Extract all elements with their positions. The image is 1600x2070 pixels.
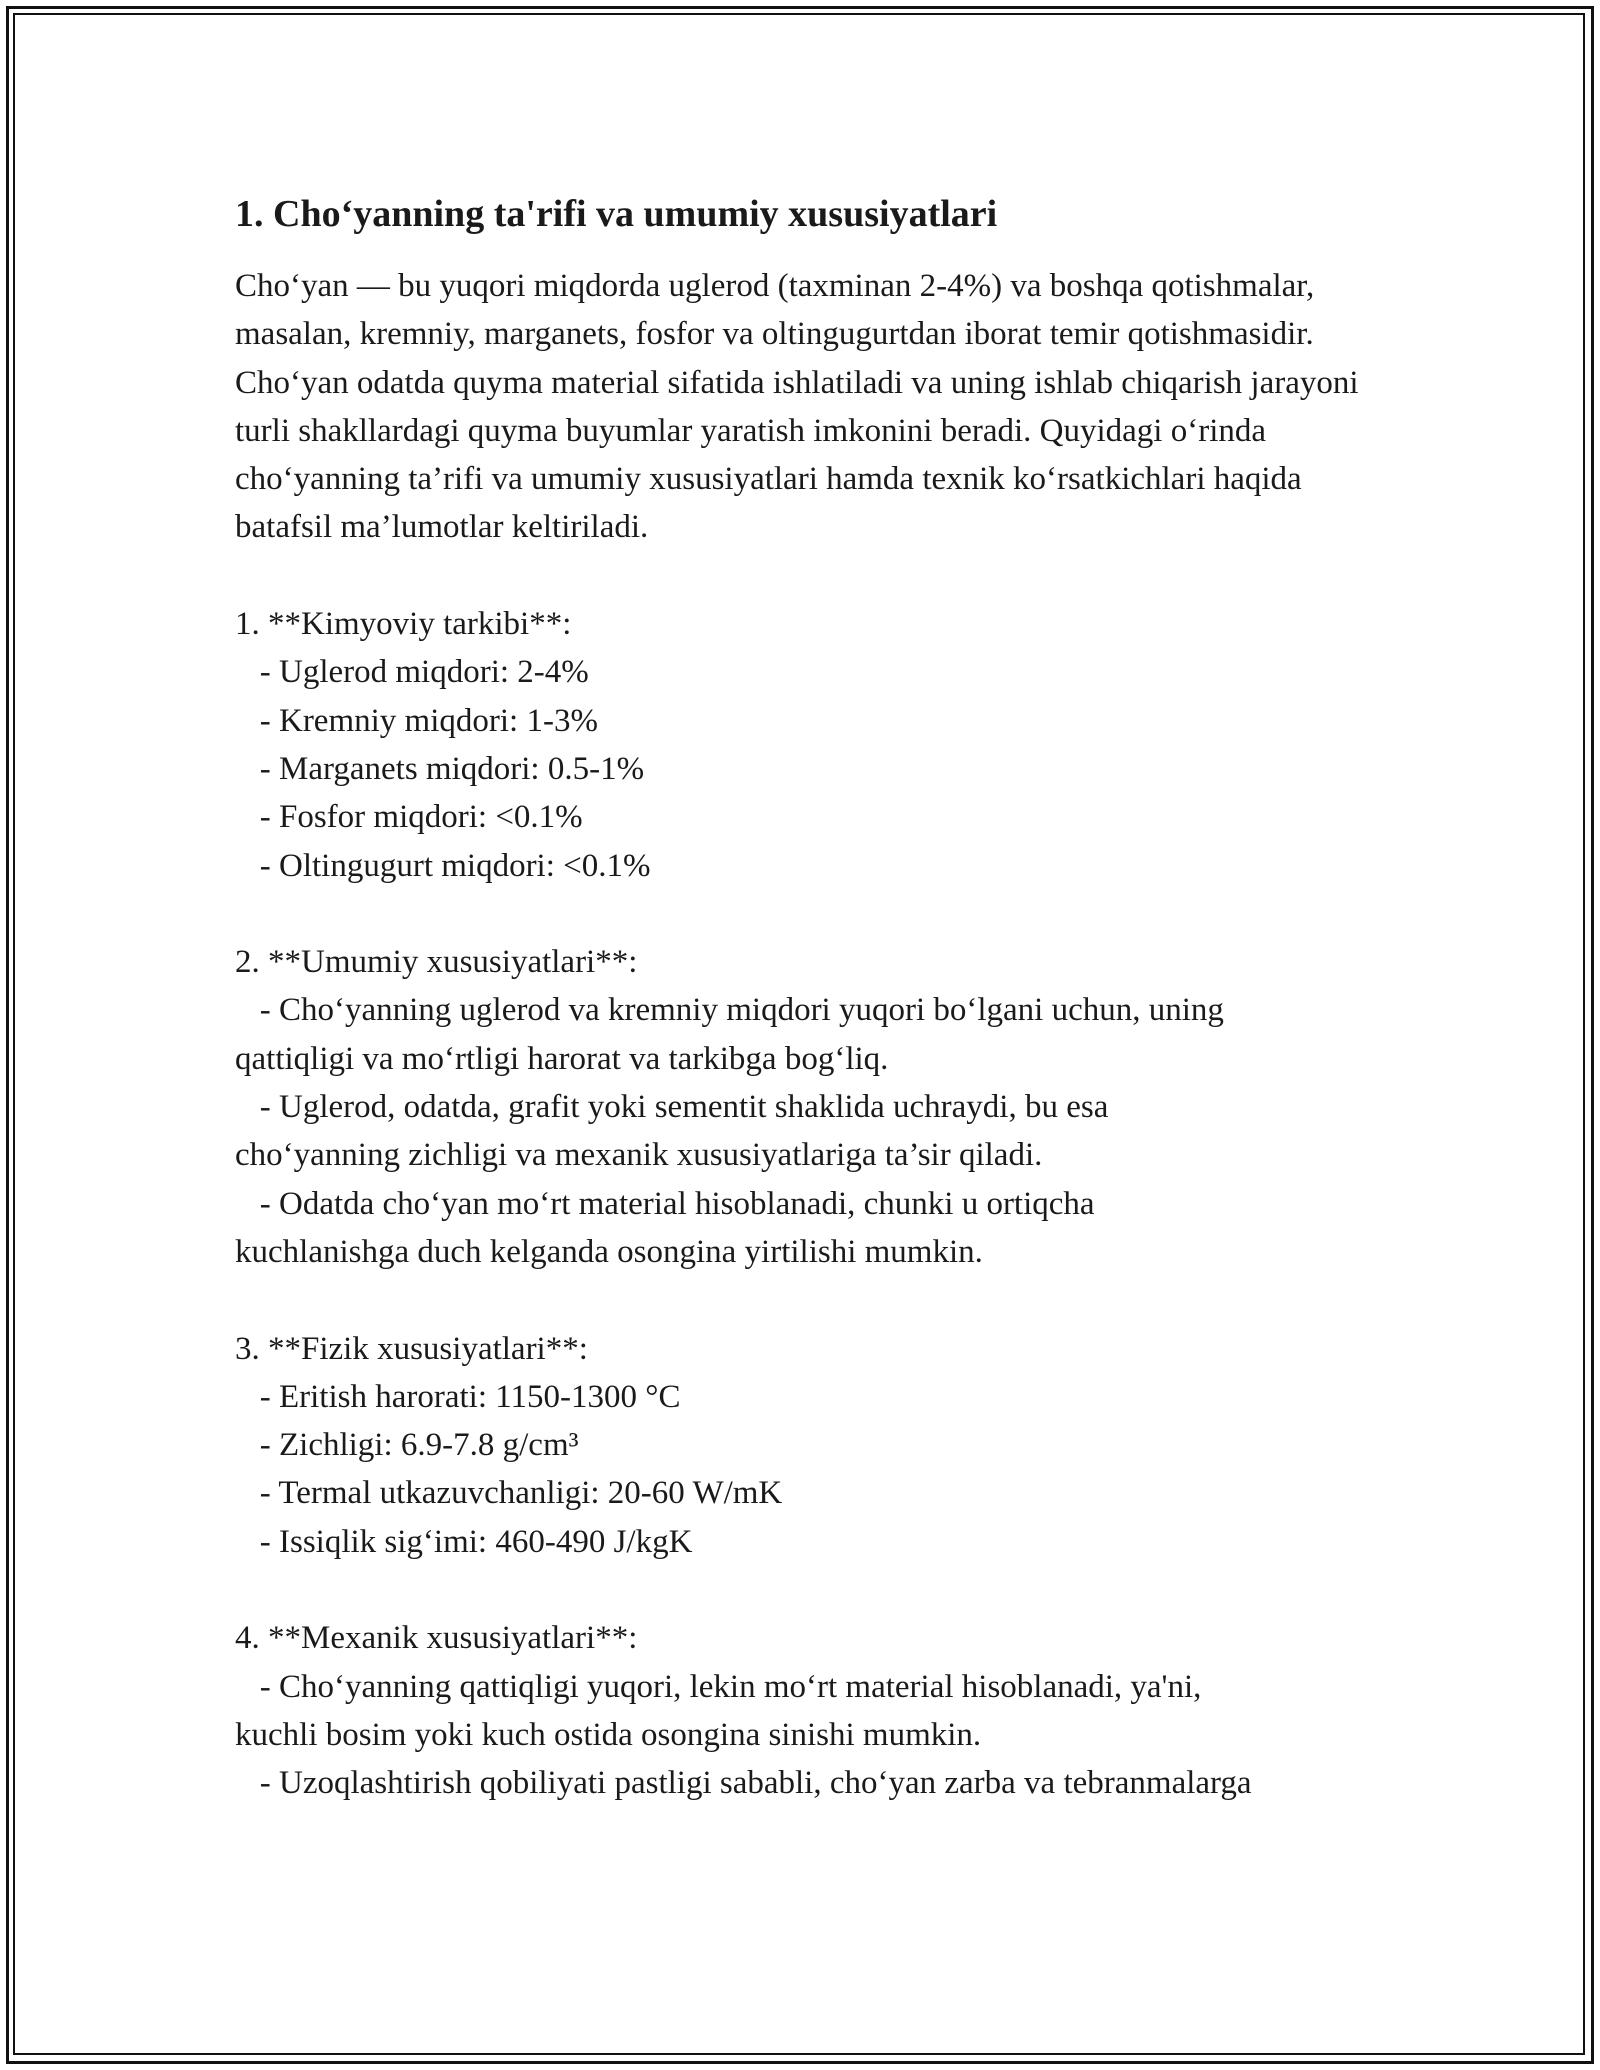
list-item: - Uzoqlashtirish qobiliyati pastligi sababli, cho‘yan zarba va tebranmalarga [235, 1765, 1252, 1802]
section-chemical-composition [235, 600, 1395, 890]
section-physical-properties [235, 1325, 1395, 1566]
section-heading: 1. Cho‘yanning ta'rifi va umumiy xususiyatlari [235, 193, 998, 235]
spacer [235, 890, 1395, 938]
list-item: - Odatda cho‘yan mo‘rt material hisoblanadi, chunki u ortiqcha [235, 1185, 1095, 1222]
list-item: cho‘yanning zichligi va mexanik xususiyatlariga ta’sir qiladi. [235, 1137, 1043, 1174]
list-item: - Uglerod, odatda, grafit yoki sementit shaklida uchraydi, bu esa [235, 1089, 1109, 1126]
list-item: - Marganets miqdori: 0.5-1% [235, 750, 645, 787]
list-item: - Uglerod miqdori: 2-4% [235, 654, 589, 691]
spacer [235, 1276, 1395, 1324]
list-item: kuchli bosim yoki kuch ostida osongina sinishi mumkin. [235, 1716, 982, 1753]
list-item: - Kremniy miqdori: 1-3% [235, 702, 598, 739]
spacer [235, 552, 1395, 600]
list-item: - Issiqlik sig‘imi: 460-490 J/kgK [235, 1523, 693, 1560]
list-item: - Oltingugurt miqdori: <0.1% [235, 847, 651, 884]
section-mechanical-properties [235, 1614, 1395, 1807]
list-item: - Zichligi: 6.9-7.8 g/cm³ [235, 1427, 579, 1464]
document-body [235, 186, 1395, 1808]
list-item: - Termal utkazuvchanligi: 20-60 W/mK [235, 1475, 783, 1512]
spacer [235, 1566, 1395, 1614]
list-item: qattiqligi va mo‘rtligi harorat va tarkibga bog‘liq. [235, 1040, 889, 1077]
section-title: 2. **Umumiy xususiyatlari**: [235, 944, 638, 981]
section-title: 3. **Fizik xususiyatlari**: [235, 1330, 588, 1367]
list-item: - Cho‘yanning uglerod va kremniy miqdori yuqori bo‘lgani uchun, uning [235, 992, 1224, 1029]
list-item: - Eritish harorati: 1150-1300 °C [235, 1378, 681, 1415]
section-general-properties [235, 938, 1395, 1276]
intro-paragraph: Cho‘yan — bu yuqori miqdorda uglerod (taxminan 2-4%) va boshqa qotishmalar, masalan, kremniy, marganets, fosfor va oltingugurtdan iborat temir qotishmasidir. Cho‘yan odatda quyma material sifatida ishlatiladi va uning ishlab chiqarish jarayoni turli shakllardagi quyma buyumlar yaratish imkonini beradi. Quyidagi o‘rinda cho‘yanning ta’rifi va umumiy xususiyatlari hamda texnik ko‘rsatkichlari haqida batafsil ma’lumotlar keltiriladi. [235, 268, 1359, 546]
section-title: 4. **Mexanik xususiyatlari**: [235, 1620, 638, 1657]
list-item: - Fosfor miqdori: <0.1% [235, 799, 583, 836]
list-item: kuchlanishga duch kelganda osongina yirtilishi mumkin. [235, 1233, 983, 1270]
list-item: - Cho‘yanning qattiqligi yuqori, lekin mo‘rt material hisoblanadi, ya'ni, [235, 1668, 1202, 1705]
section-title: 1. **Kimyoviy tarkibi**: [235, 606, 572, 643]
